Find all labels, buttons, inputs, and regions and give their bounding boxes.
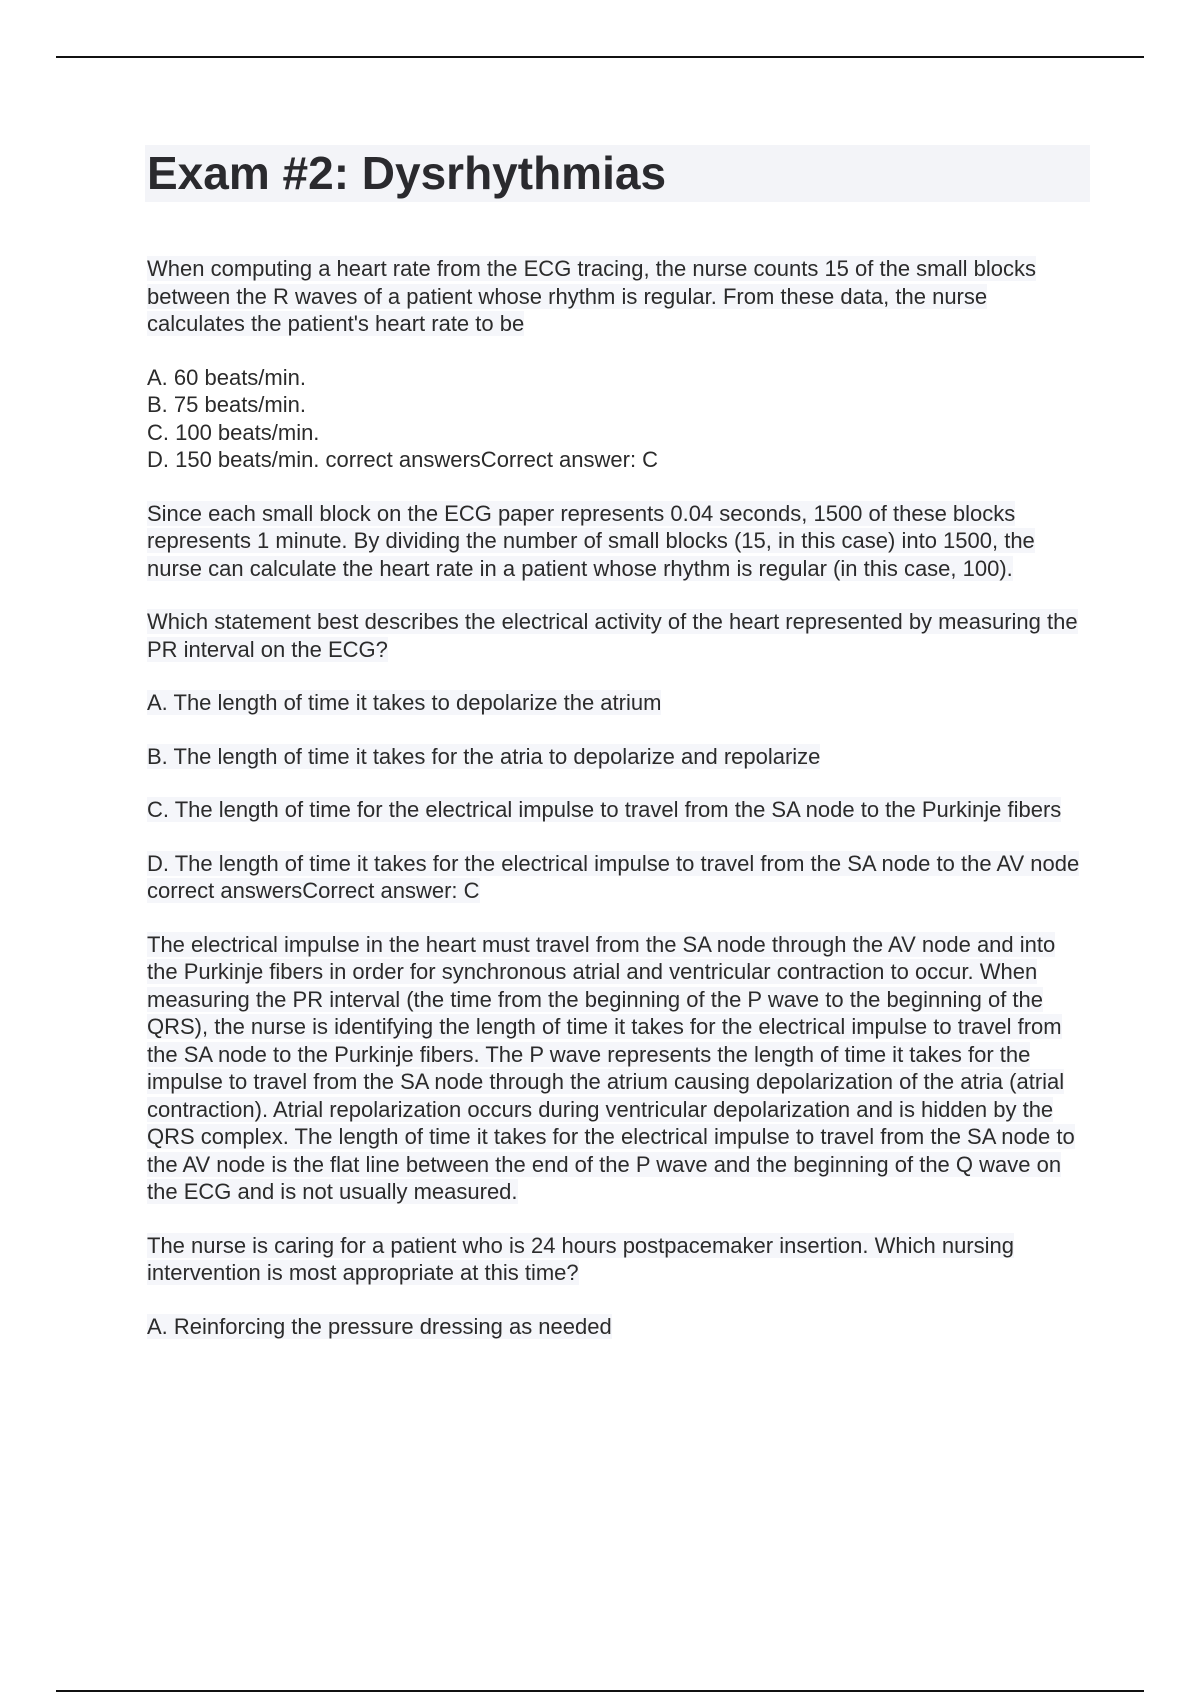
question-3-option-a: [145, 1313, 1090, 1341]
question-2-option-d-text: D. The length of time it takes for the electrical impulse to travel from the SA node to the AV node correct answersCorrect answer: C: [147, 850, 1080, 903]
question-3-text: The nurse is caring for a patient who is 24 hours postpacemaker insertion. Which nursing intervention is most appropriate at this time?: [147, 1232, 1014, 1285]
top-rule: [56, 56, 1144, 58]
question-1: [145, 255, 1090, 338]
question-1-options: [145, 364, 1090, 474]
question-1-option-a: A. 60 beats/min.: [147, 364, 306, 390]
question-2-option-a: [145, 689, 1090, 717]
question-2-option-b: [145, 743, 1090, 771]
document-body: [145, 145, 1090, 1366]
question-2-option-c-text: C. The length of time for the electrical impulse to travel from the SA node to the Purkinje fibers: [147, 797, 1062, 822]
question-2-rationale-text: The electrical impulse in the heart must travel from the SA node through the AV node and into the Purkinje fibers in order for synchronous atrial and ventricular contraction to occur. When measuring the PR interval (the time from the beginning of the P wave to the beginning of the QRS), the nurse is identifying the length of time it takes for the electrical impulse to travel from the SA node to the Purkinje fibers. The P wave represents the length of time it takes for the impulse to travel from the SA node through the atrium causing depolarization of the atria (atrial contraction). Atrial repolarization occurs during ventricular depolarization and is hidden by the QRS complex. The length of time it takes for the electrical impulse to travel from the SA node to the AV node is the flat line between the end of the P wave and the beginning of the Q wave on the ECG and is not usually measured.: [147, 931, 1075, 1204]
question-2-option-a-text: A. The length of time it takes to depolarize the atrium: [147, 690, 662, 715]
question-2-option-d: [145, 850, 1090, 905]
question-2-option-b-text: B. The length of time it takes for the atria to depolarize and repolarize: [147, 743, 821, 769]
page-title: Exam #2: Dysrhythmias: [145, 145, 1090, 202]
question-1-text: When computing a heart rate from the ECG tracing, the nurse counts 15 of the small blocks between the R waves of a patient whose rhythm is regular. From these data, the nurse calculates the patient's heart rate to be: [147, 256, 1036, 336]
question-2-option-c: [145, 796, 1090, 824]
question-1-rationale-text: Since each small block on the ECG paper represents 0.04 seconds, 1500 of these blocks represents 1 minute. By dividing the number of small blocks (15, in this case) into 1500, the nurse can calculate the heart rate in a patient whose rhythm is regular (in this case, 100).: [147, 500, 1035, 581]
question-2-text: Which statement best describes the electrical activity of the heart represented by measuring the PR interval on the ECG?: [147, 609, 1078, 662]
question-2: [145, 608, 1090, 663]
question-3: [145, 1232, 1090, 1287]
question-1-option-c: C. 100 beats/min.: [147, 419, 320, 445]
question-3-option-a-text: A. Reinforcing the pressure dressing as needed: [147, 1313, 612, 1339]
question-1-rationale: [145, 500, 1090, 583]
question-2-rationale: [145, 931, 1090, 1206]
bottom-rule: [56, 1690, 1144, 1692]
question-1-option-b: B. 75 beats/min.: [147, 392, 306, 417]
question-1-option-d: D. 150 beats/min. correct answersCorrect answer: C: [147, 447, 659, 472]
